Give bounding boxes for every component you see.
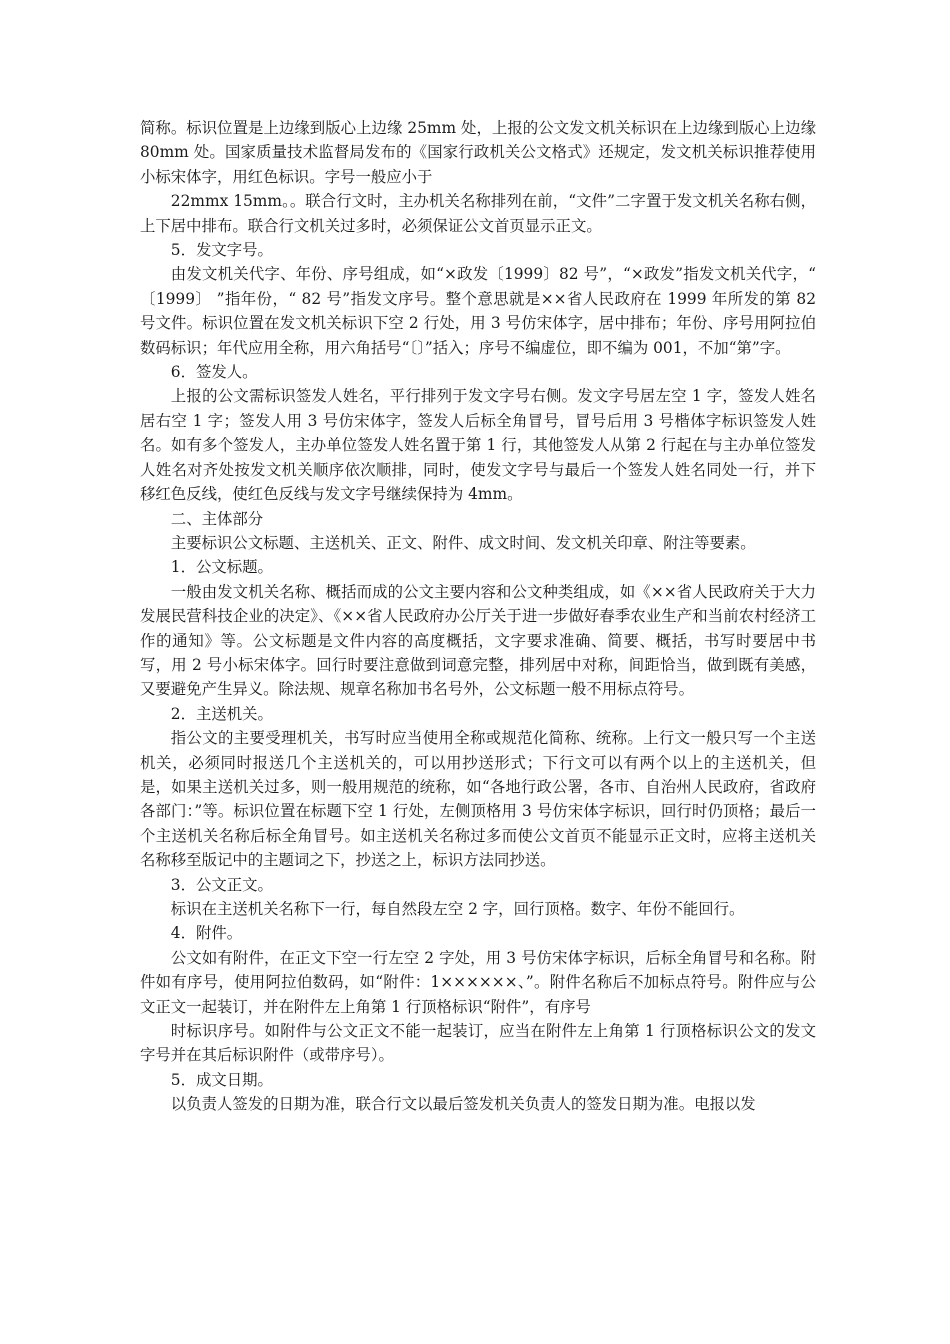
- paragraph: 上报的公文需标识签发人姓名，平行排列于发文字号右侧。发文字号居左空 1 字，签发人姓名居右空 1 字；签发人用 3 号仿宋体字，签发人后标全角冒号，冒号后用 3 号楷体字标识签发人姓名。如有多个签发人，主办单位签发人姓名置于第 1 行，其他签发人从第 2 行起在与主办单位签发人姓名对齐处按发文机关顺序依次顺排，同时，使发文字号与最后一个签发人姓名同处一行，并下移红色反线，使红色反线与发文字号继续保持为 4mm。: [140, 387, 816, 504]
- section-heading: 1．公文标题。: [170, 558, 273, 577]
- document-page: [140, 116, 816, 1117]
- paragraph: 指公文的主要受理机关，书写时应当使用全称或规范化简称、统称。上行文一般只写一个主送机关，必须同时报送几个主送机关的，可以用抄送形式；下行文可以有两个以上的主送机关，但是，如果主送机关过多，则一般用规范的统称，如“各地行政公署，各市、自治州人民政府，省政府各部门：”等。标识位置在标题下空 1 行处，左侧顶格用 3 号仿宋体字标识，回行时仍顶格；最后一个主送机关名称后标全角冒号。如主送机关名称过多而使公文首页不能显示正文时，应将主送机关名称移至版记中的主题词之下，抄送之上，标识方法同抄送。: [140, 729, 816, 870]
- section-heading: 4．附件。: [170, 924, 243, 943]
- paragraph: 22mmx 15mm。。联合行文时，主办机关名称排列在前，“文件”二字置于发文机关名称右侧，上下居中排布。联合行文机关过多时，必须保证公文首页显示正文。: [140, 192, 816, 235]
- paragraph: 主要标识公文标题、主送机关、正文、附件、成文时间、发文机关印章、附注等要素。: [170, 533, 756, 552]
- section-heading: 6．签发人。: [170, 363, 258, 382]
- section-heading: 二、主体部分: [170, 509, 264, 528]
- section-heading: 2．主送机关。: [170, 704, 273, 723]
- paragraph: 公文如有附件，在正文下空一行左空 2 字处，用 3 号仿宋体字标识，后标全角冒号和名称。附件如有序号，使用阿拉伯数码，如“附件：1××××××、”。附件名称后不加标点符号。附件应与公文正文一起装订，并在附件左上角第 1 行顶格标识“附件”，有序号: [140, 948, 816, 1016]
- paragraph: 时标识序号。如附件与公文正文不能一起装订，应当在附件左上角第 1 行顶格标识公文的发文字号并在其后标识附件（或带序号）。: [140, 1022, 816, 1065]
- paragraph: 由发文机关代字、年份、序号组成，如“×政发〔1999〕82 号”，“×政发”指发文机关代字，“ 〔1999〕 ”指年份，“ 82 号”指发文序号。整个意思就是××省人民政府在 1999 年所发的第 82 号文件。标识位置在发文机关标识下空 2 行处，用 3 号仿宋体字，居中排布；年份、序号用阿拉伯数码标识；年代应用全称，用六角括号“〔〕”括入；序号不编虚位，即不编为 001，不加“第”字。: [140, 265, 816, 357]
- paragraph: 以负责人签发的日期为准，联合行文以最后签发机关负责人的签发日期为准。电报以发: [170, 1095, 756, 1114]
- section-heading: 5．成文日期。: [170, 1070, 273, 1089]
- section-heading: 3．公文正文。: [170, 875, 273, 894]
- section-heading: 5．发文字号。: [170, 241, 273, 260]
- paragraph: 简称。标识位置是上边缘到版心上边缘 25mm 处，上报的公文发文机关标识在上边缘到版心上边缘 80mm 处。国家质量技术监督局发布的《国家行政机关公文格式》还规定，发文机关标识推荐使用小标宋体字，用红色标识。字号一般应小于: [140, 119, 816, 186]
- paragraph: 标识在主送机关名称下一行，每自然段左空 2 字，回行顶格。数字、年份不能回行。: [170, 900, 745, 918]
- paragraph: 一般由发文机关名称、概括而成的公文主要内容和公文种类组成，如《××省人民政府关于大力发展民营科技企业的决定》、《××省人民政府办公厅关于进一步做好春季农业生产和当前农村经济工作的通知》等。公文标题是文件内容的高度概括，文字要求准确、简要、概括，书写时要居中书写，用 2 号小标宋体字。回行时要注意做到词意完整，排列居中对称，间距恰当，做到既有美感，又要避免产生异义。除法规、规章名称加书名号外，公文标题一般不用标点符号。: [140, 582, 816, 699]
